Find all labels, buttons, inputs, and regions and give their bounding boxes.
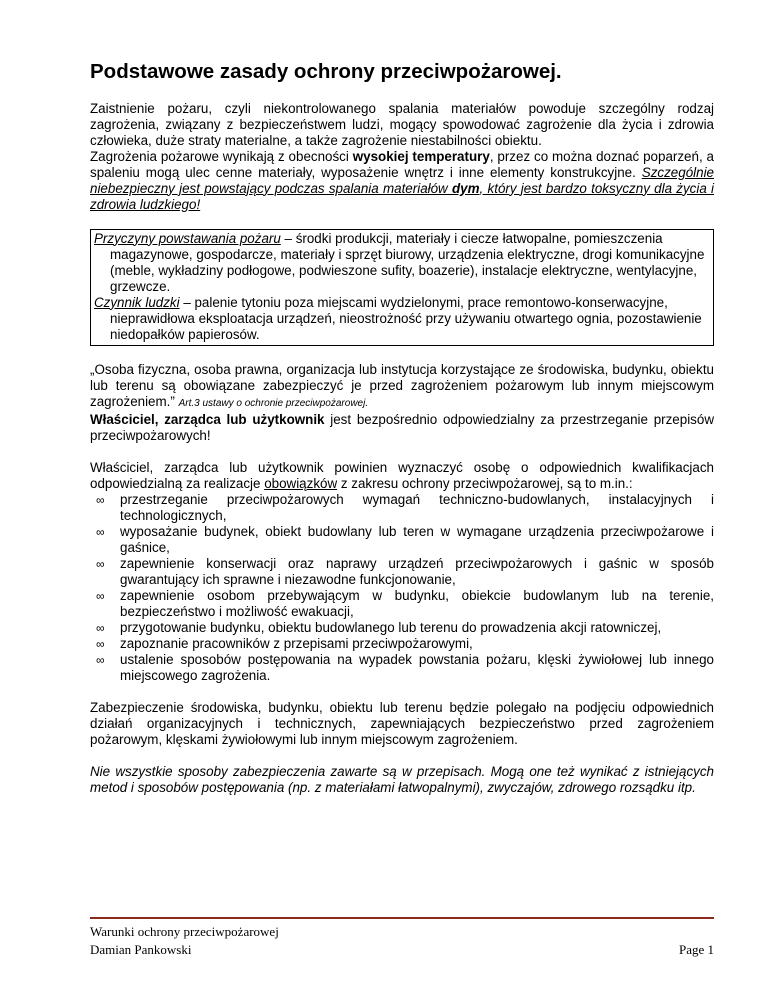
list-item-text: zapewnienie osobom przebywającym w budynku, obiekcie budowlanym lub na terenie, bezpieczeństwo i możliwość ewakuacji, [120, 587, 714, 619]
duties-underlined: obowiązków [264, 475, 338, 491]
human-factor-item [94, 295, 710, 343]
list-item [90, 492, 714, 524]
intro-paragraph-1: Zaistnienie pożaru, czyli niekontrolowanego spalania materiałów powoduje szczególny rodzaj zagrożenia, związany z bezpieczeństwem ludzi, mogący spowodować zagrożenie dla życia i zdrowia człowieka, duże straty materialne, a także zagrożenie niestabilności obiektu. [90, 100, 714, 148]
infinity-bullet-icon: ∞ [96, 620, 105, 635]
intro-text: , przez co można doznać poparzeń, a spaleniu mogą ulec cenne materiały, wyposażenie wnętrz i inne elementy konstrukcyjne. [90, 148, 714, 180]
law-quote-source: Art.3 ustawy o ochronie przeciwpożarowej. [178, 397, 369, 409]
intro-bold-text: wysokiej temperatury [352, 148, 490, 164]
protection-paragraph: Zabezpieczenie środowiska, budynku, obiektu lub terenu będzie polegało na podjęciu odpowiednich działań organizacyjnych i technicznych, zapewniających bezpieczeństwo przed zagrożeniem pożarowym, klęskami żywiołowymi lub innym miejscowym zagrożeniem. [90, 699, 714, 747]
list-item-text: zapoznanie pracowników z przepisami przeciwpożarowymi, [120, 635, 473, 651]
intro-text: Zagrożenia pożarowe wynikają z obecności [90, 148, 353, 164]
list-item-text: przestrzeganie przeciwpożarowych wymagań techniczno-budowlanych, instalacyjnych i technologicznych, [120, 491, 714, 523]
duties-list [90, 492, 714, 684]
list-item [90, 524, 714, 556]
list-item [90, 636, 714, 652]
duties-intro [90, 460, 714, 492]
human-factor-text: – palenie tytoniu poza miejscami wydzielonymi, prace remontowo-konserwacyjne, nieprawidłowa eksploatacja urządzeń, nieostrożność przy używaniu otwartego ognia, pozostawienie niedopałków papierosów. [110, 294, 702, 342]
responsibility-paragraph [90, 412, 714, 444]
infinity-bullet-icon: ∞ [96, 524, 105, 539]
list-item [90, 556, 714, 588]
closing-paragraph: Nie wszystkie sposoby zabezpieczenia zawarte są w przepisach. Mogą one też wynikać z istniejących metod i sposobów postępowania (np. z materiałami łatwopalnymi), zwyczajów, zdrowego rozsądku itp. [90, 763, 714, 795]
law-quote-paragraph [90, 362, 714, 412]
warning-bold-text: dym [452, 180, 480, 196]
list-item-text: wyposażanie budynek, obiekt budowlany lub teren w wymagane urządzenia przeciwpożarowe i gaśnice, [120, 523, 714, 555]
footer-author: Damian Pankowski [90, 942, 192, 957]
document-page [90, 60, 714, 796]
page-title: Podstawowe zasady ochrony przeciwpożarowej. [90, 60, 562, 83]
infinity-bullet-icon: ∞ [96, 636, 105, 651]
infinity-bullet-icon: ∞ [96, 652, 105, 667]
duties-intro-text: Właściciel, zarządca lub użytkownik powinien wyznaczyć osobę o odpowiednich kwalifikacjach odpowiedzialną za realizacje [90, 459, 714, 491]
footer-document-title: Warunki ochrony przeciwpożarowej [90, 924, 279, 939]
causes-item [94, 231, 710, 295]
causes-label: Przyczyny powstawania pożaru [94, 230, 281, 246]
list-item-text: ustalenie sposobów postępowania na wypadek powstania pożaru, klęski żywiołowej lub innego miejscowego zagrożenia. [120, 651, 714, 683]
list-item-text: zapewnienie konserwacji oraz naprawy urządzeń przeciwpożarowych i gaśnic w sposób gwarantujący ich sprawne i niezawodne funkcjonowanie, [120, 555, 714, 587]
warning-text: , który jest bardzo toksyczny dla życia i zdrowia ludzkiego! [90, 180, 715, 212]
list-item [90, 620, 714, 636]
page-number: Page 1 [678, 942, 714, 957]
causes-box [90, 229, 714, 346]
page-footer [90, 917, 714, 959]
footer-line-2 [90, 941, 714, 959]
duties-intro-text: z zakresu ochrony przeciwpożarowej, są to m.in.: [337, 475, 633, 491]
footer-line-1 [90, 923, 714, 941]
infinity-bullet-icon: ∞ [96, 492, 105, 507]
law-quote-text: „Osoba fizyczna, osoba prawna, organizacja lub instytucja korzystające ze środowiska, budynku, obiektu lub terenu są obowiązane zabezpieczyć je przed zagrożeniem pożarowym lub innym miejscowym zagrożeniem.” [90, 361, 714, 409]
warning-text: Szczególnie niebezpieczny jest powstający podczas spalania materiałów [90, 164, 714, 196]
intro-paragraph-2 [90, 149, 714, 213]
causes-text: – środki produkcji, materiały i ciecze łatwopalne, pomieszczenia magazynowe, gospodarcze, materiały i sprzęt biurowy, urządzenia elektryczne, drogi komunikacyjne (meble, wykładziny podłogowe, podwieszone sufity, boazerie), instalacje elektryczne, wentylacyjne, grzewcze. [110, 230, 705, 294]
responsibility-text: jest bezpośrednio odpowiedzialny za przestrzeganie przepisów przeciwpożarowych! [90, 411, 714, 443]
human-factor-label: Czynnik ludzki [94, 294, 180, 310]
list-item [90, 652, 714, 684]
list-item-text: przygotowanie budynku, obiektu budowlanego lub terenu do prowadzenia akcji ratowniczej, [120, 619, 662, 635]
infinity-bullet-icon: ∞ [96, 588, 105, 603]
list-item [90, 588, 714, 620]
responsibility-bold: Właściciel, zarządca lub użytkownik [90, 411, 325, 427]
footer-rule [90, 917, 714, 919]
infinity-bullet-icon: ∞ [96, 556, 105, 571]
